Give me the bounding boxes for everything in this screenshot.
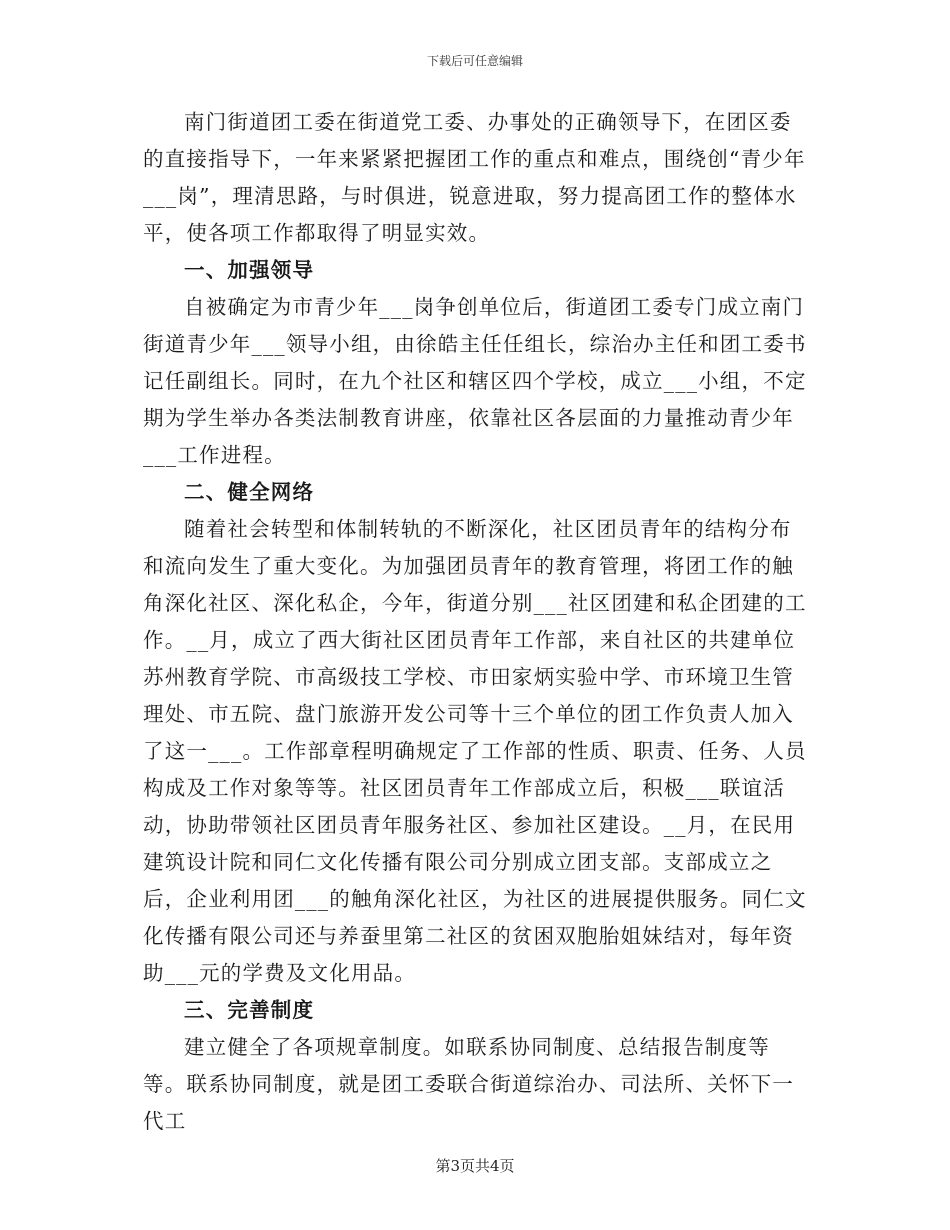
section-heading-1: 一、加强领导 xyxy=(184,258,315,282)
section-heading-2: 二、健全网络 xyxy=(184,480,315,504)
section-2-paragraph: 随着社会转型和体制转轨的不断深化，社区团员青年的结构分布和流向发生了重大变化。为加强团员青年的教育管理，将团工作的触角深化社区、深化私企，今年，街道分别___社区团建和私企团建的工作。__月，成立了西大街社区团员青年工作部，来自社区的共建单位苏州教育学院、市高级技工学校、市田家炳实验中学、市环境卫生管理处、市五院、盘门旅游开发公司等十三个单位的团工作负责人加入了这一___。工作部章程明确规定了工作部的性质、职责、任务、人员构成及工作对象等等。社区团员青年工作部成立后，积极___联谊活动，协助带领社区团员青年服务社区、参加社区建设。__月，在民用建筑设计院和同仁文化传播有限公司分别成立团支部。支部成立之后，企业利用团___的触角深化社区，为社区的进展提供服务。同仁文化传播有限公司还与养蚕里第二社区的贫困双胞胎姐妹结对，每年资助___元的学费及文化用品。 xyxy=(143,517,807,985)
section-1-paragraph: 自被确定为市青少年___岗争创单位后，街道团工委专门成立南门街道青少年___领导小组，由徐皓主任任组长，综治办主任和团工委书记任副组长。同时，在九个社区和辖区四个学校，成立___小组，不定期为学生举办各类法制教育讲座，依靠社区各层面的力量推动青少年___工作进程。 xyxy=(143,295,807,467)
intro-paragraph: 南门街道团工委在街道党工委、办事处的正确领导下，在团区委的直接指导下，一年来紧紧把握团工作的重点和难点，围绕创“青少年___岗”，理清思路，与时俱进，锐意进取，努力提高团工作的整体水平，使各项工作都取得了明显实效。 xyxy=(143,110,806,245)
page-header: 下载后可任意编辑 xyxy=(426,54,523,68)
section-3-paragraph: 建立健全了各项规章制度。如联系协同制度、总结报告制度等等。联系协同制度，就是团工委联合街道综治办、司法所、关怀下一代工 xyxy=(143,1035,794,1133)
document-body xyxy=(143,104,811,1140)
page-footer: 第3页共4页 xyxy=(435,1157,515,1175)
section-heading-3: 三、完善制度 xyxy=(184,998,315,1022)
